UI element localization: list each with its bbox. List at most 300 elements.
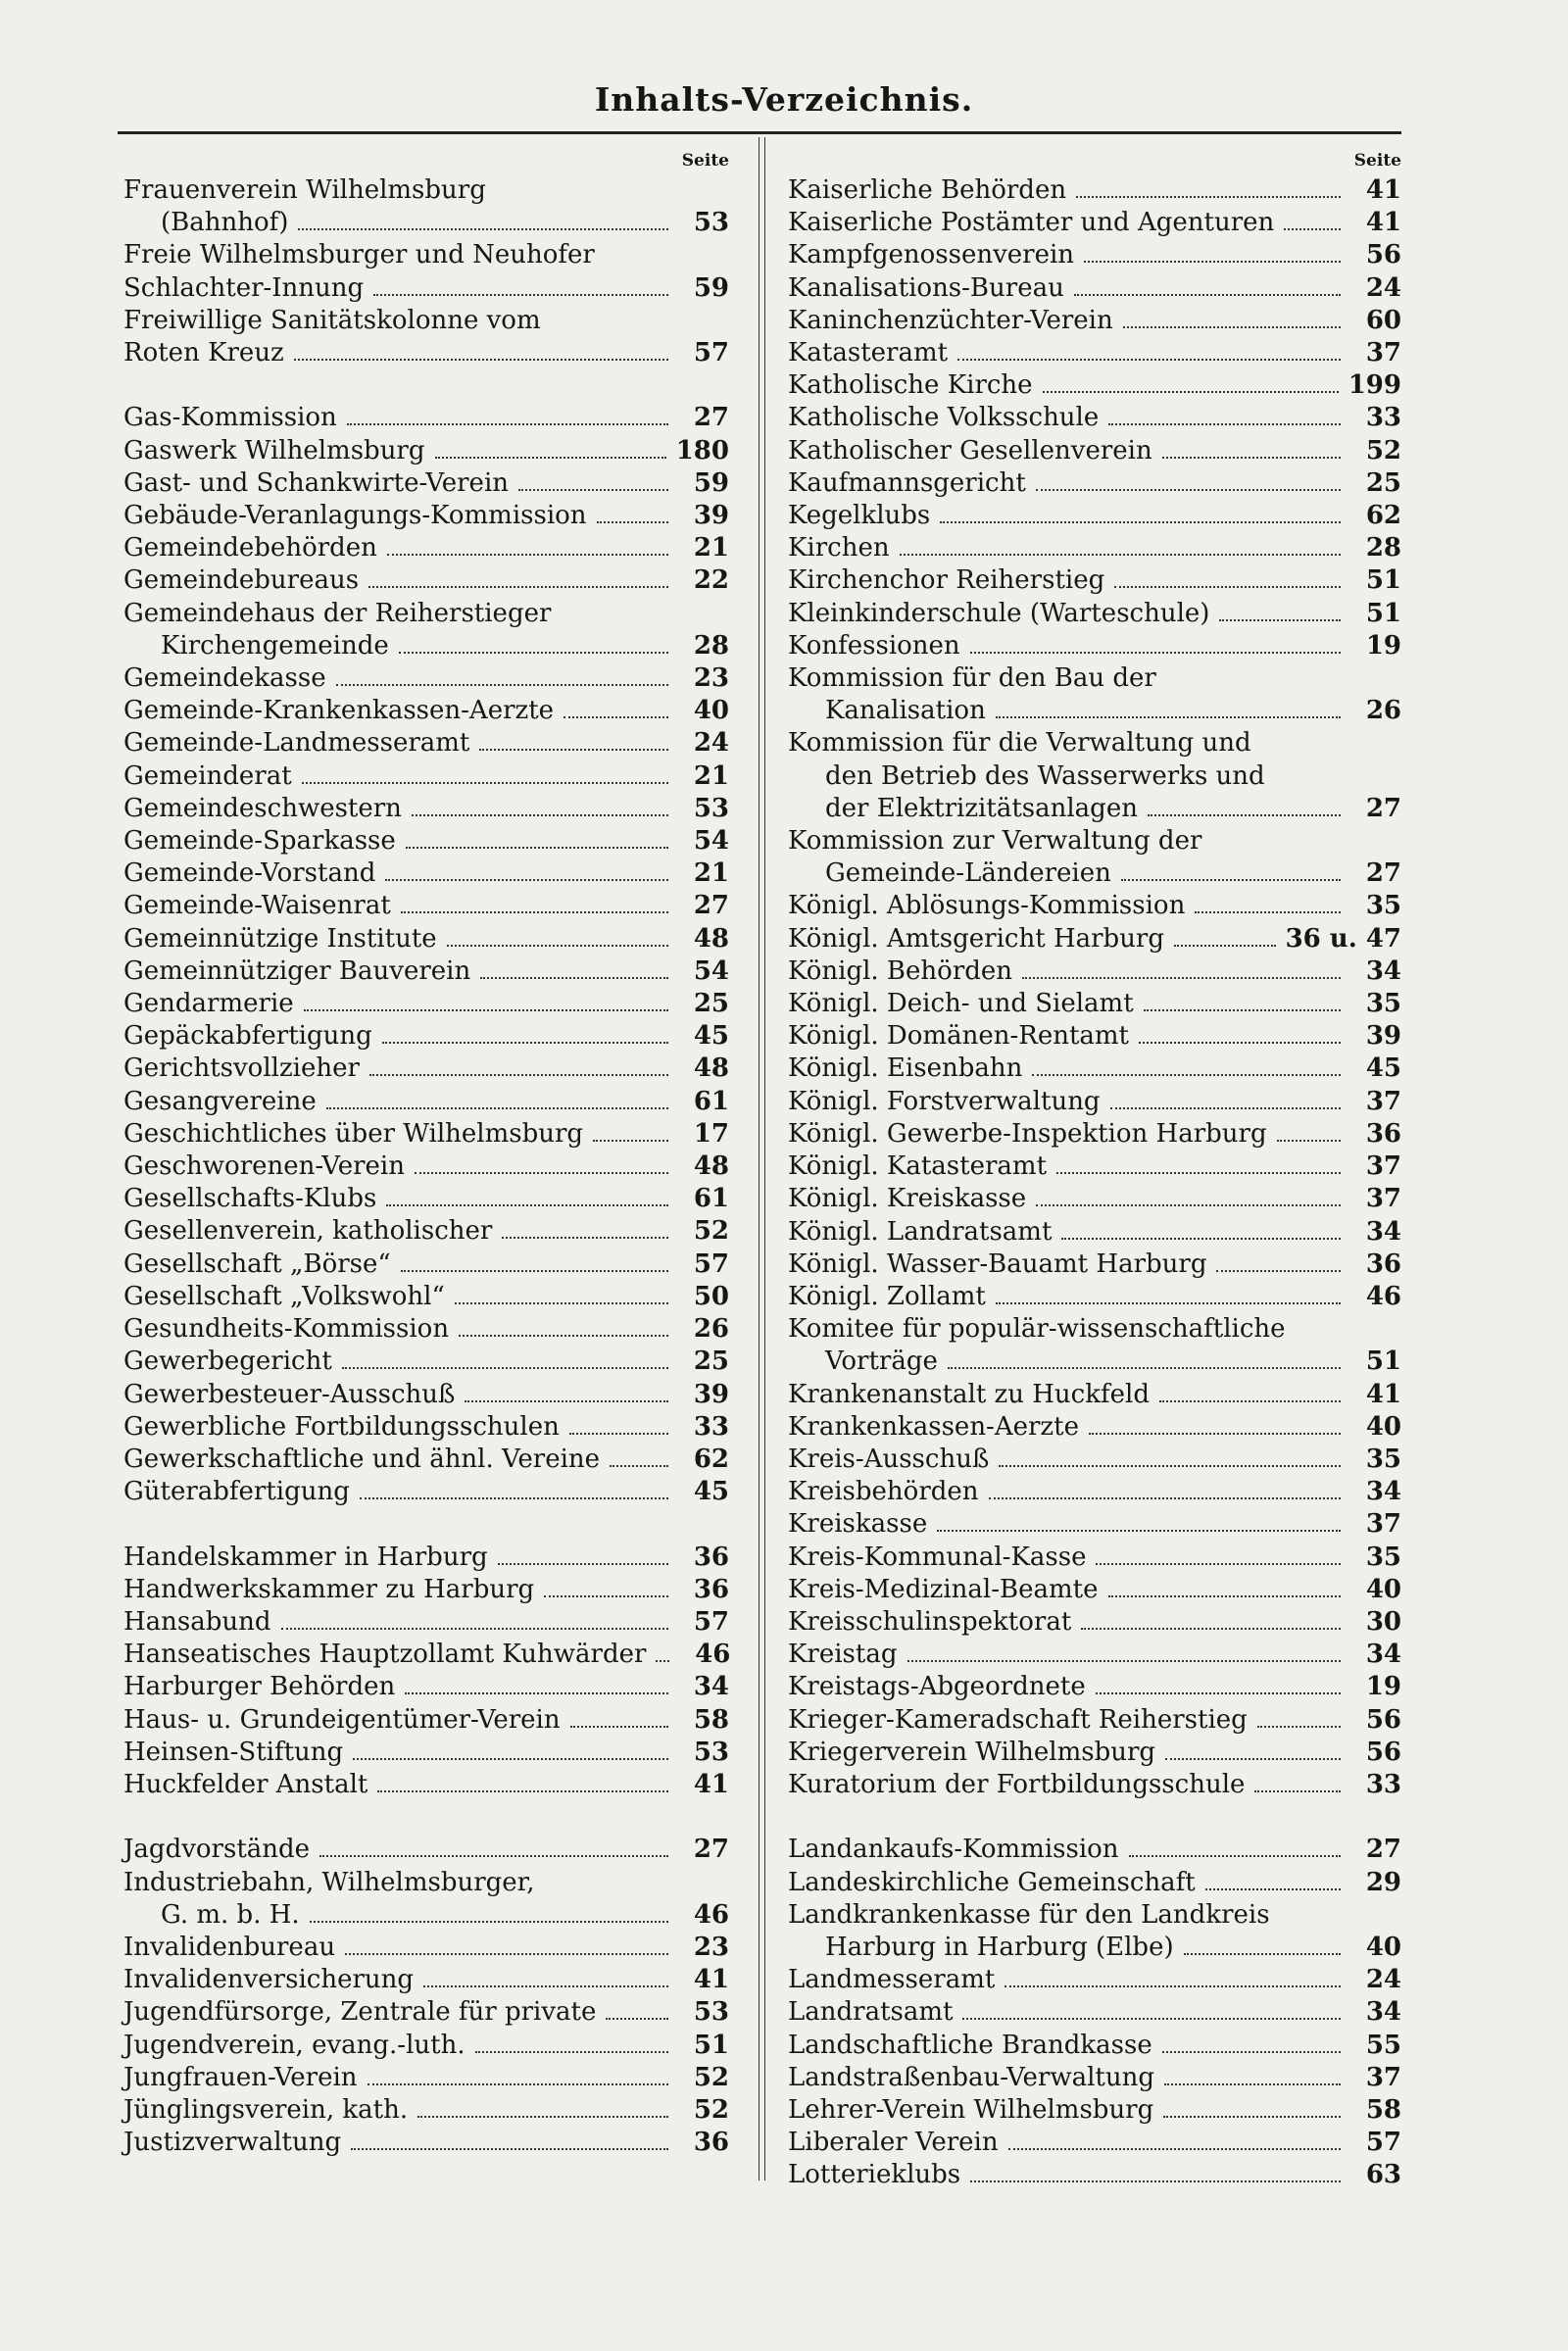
- entry-page-number: 45: [693, 1021, 729, 1052]
- dot-leader: [1096, 1563, 1341, 1565]
- index-entry: [788, 337, 1401, 369]
- index-entry: [123, 1053, 729, 1085]
- entry-label: Königl. Forstverwaltung: [788, 1086, 1101, 1116]
- right-entries: [788, 174, 1401, 2192]
- entry-page-number: 58: [693, 1704, 729, 1735]
- entry-page-number: 30: [1365, 1606, 1401, 1637]
- index-entry: [123, 1151, 729, 1183]
- index-entry: [123, 1737, 729, 1769]
- dot-leader: [1036, 489, 1341, 491]
- index-entry: [123, 435, 729, 467]
- index-entry: [788, 988, 1401, 1020]
- entry-page-number: 37: [1365, 338, 1401, 368]
- entry-page-number: 35: [1365, 1542, 1401, 1572]
- entry-label: Gesellschaft „Volkswohl“: [123, 1281, 445, 1311]
- dot-leader: [1205, 1888, 1341, 1890]
- entry-label: Gepäckabfertigung: [123, 1021, 372, 1052]
- entry-page-number: 25: [1365, 467, 1401, 498]
- dot-leader: [1163, 2116, 1341, 2118]
- dot-leader: [345, 1953, 668, 1955]
- index-entry: [788, 1053, 1401, 1085]
- dot-leader: [1216, 1270, 1341, 1272]
- dot-leader: [1056, 1172, 1341, 1174]
- index-entry: [788, 793, 1401, 825]
- entry-label: Gemeindekasse: [123, 663, 326, 694]
- dot-leader: [1022, 977, 1341, 979]
- dot-leader: [996, 1302, 1341, 1304]
- entry-label: Landstraßenbau-Verwaltung: [788, 2062, 1155, 2092]
- index-entry: [788, 1313, 1401, 1346]
- dot-leader: [1108, 1595, 1342, 1597]
- index-entry: [788, 695, 1401, 727]
- index-entry: [788, 760, 1401, 793]
- entry-label: den Betrieb des Wasserwerks und: [825, 760, 1265, 791]
- index-entry: [788, 369, 1401, 402]
- entry-label: Königl. Wasser-Bauamt Harburg: [788, 1249, 1207, 1279]
- left-column: [123, 147, 729, 2159]
- dot-leader: [480, 977, 668, 979]
- entry-page-number: 33: [693, 1411, 729, 1442]
- entry-label: Gemeinde-Vorstand: [123, 858, 376, 889]
- entry-label: Königl. Domänen-Rentamt: [788, 1021, 1130, 1052]
- entry-page-number: 52: [693, 2062, 729, 2092]
- entry-label: Königl. Landratsamt: [788, 1216, 1053, 1247]
- entry-label: Kegelklubs: [788, 501, 931, 531]
- index-entry: [788, 1281, 1401, 1313]
- index-entry: [788, 1704, 1401, 1737]
- entry-page-number: 19: [1365, 1672, 1401, 1702]
- entry-label: Königl. Kreiskasse: [788, 1184, 1027, 1214]
- entry-label: Katholische Volksschule: [788, 403, 1100, 433]
- entry-page-number: 52: [693, 1216, 729, 1247]
- entry-label: Kampfgenossenverein: [788, 240, 1075, 270]
- entry-label: Jugendverein, evang.-luth.: [123, 2030, 466, 2060]
- entry-label: Gewerbliche Fortbildungsschulen: [123, 1411, 560, 1442]
- index-entry: [123, 1769, 729, 1801]
- entry-label: Gemeindeschwestern: [123, 793, 402, 823]
- entry-page-number: 41: [1365, 175, 1401, 205]
- entry-label: Königl. Eisenbahn: [788, 1053, 1023, 1084]
- entry-label: Königl. Behörden: [788, 955, 1013, 986]
- entry-page-number: 23: [693, 663, 729, 694]
- entry-label: Landratsamt: [788, 1997, 954, 2028]
- entry-page-number: 37: [1365, 1509, 1401, 1540]
- index-entry: [788, 1346, 1401, 1378]
- entry-page-number: 21: [693, 533, 729, 563]
- index-entry: [123, 955, 729, 988]
- entry-page-number: 53: [693, 793, 729, 823]
- entry-page-number: 36: [693, 2128, 729, 2158]
- dot-leader: [347, 423, 668, 425]
- index-entry: [123, 923, 729, 955]
- dot-leader: [1148, 814, 1341, 816]
- index-entry: [788, 1899, 1401, 1932]
- index-entry: [788, 2159, 1401, 2191]
- entry-page-number: 23: [693, 1932, 729, 1962]
- index-entry: [788, 2030, 1401, 2062]
- dot-leader: [564, 716, 668, 718]
- dot-leader: [907, 1660, 1342, 1662]
- section-gap: [123, 1508, 729, 1541]
- entry-page-number: 41: [1365, 1379, 1401, 1409]
- index-entry: [123, 1020, 729, 1053]
- entry-label: Königl. Zollamt: [788, 1281, 986, 1311]
- dot-leader: [455, 1302, 668, 1304]
- entry-label: Gerichtsvollzieher: [123, 1053, 360, 1084]
- dot-leader: [1164, 2083, 1341, 2085]
- index-entry: [123, 1964, 729, 1996]
- entry-label: Krankenkassen-Aerzte: [788, 1411, 1079, 1442]
- entry-label: Roten Kreuz: [123, 338, 284, 368]
- dot-leader: [423, 1985, 668, 1987]
- entry-page-number: 40: [1365, 1411, 1401, 1442]
- entry-label: Kirchen: [788, 533, 890, 563]
- entry-label: Kommission für den Bau der: [788, 663, 1156, 694]
- index-entry: [123, 272, 729, 305]
- index-entry: [788, 1606, 1401, 1639]
- dot-leader: [948, 1367, 1341, 1369]
- index-entry: [788, 923, 1401, 955]
- entry-page-number: 58: [1365, 2094, 1401, 2125]
- index-entry: [788, 1769, 1401, 1801]
- entry-label: Huckfelder Anstalt: [123, 1769, 368, 1799]
- entry-page-number: 46: [693, 1899, 729, 1930]
- dot-leader: [1174, 945, 1276, 947]
- index-entry: [123, 1671, 729, 1703]
- dot-leader: [475, 2051, 668, 2053]
- entry-page-number: 24: [1365, 1965, 1401, 1995]
- entry-label: Güterabfertigung: [123, 1477, 350, 1507]
- entry-label: Gendarmerie: [123, 989, 294, 1019]
- entry-label: Gemeinnütziger Bauverein: [123, 955, 471, 986]
- entry-page-number: 53: [693, 1997, 729, 2028]
- entry-page-number: 25: [693, 1347, 729, 1377]
- entry-page-number: 34: [693, 1672, 729, 1702]
- entry-label: Gast- und Schankwirte-Verein: [123, 467, 510, 498]
- entry-label: Gesangvereine: [123, 1086, 317, 1116]
- entry-page-number: 53: [693, 208, 729, 238]
- section-gap: [123, 369, 729, 402]
- index-entry: [123, 1379, 729, 1411]
- section-gap: [788, 1801, 1401, 1834]
- index-entry: [788, 467, 1401, 500]
- entry-label: Landeskirchliche Gemeinschaft: [788, 1867, 1196, 1897]
- entry-label: Katasteramt: [788, 338, 949, 368]
- dot-leader: [336, 684, 668, 686]
- entry-page-number: 61: [693, 1086, 729, 1116]
- dot-leader: [447, 945, 668, 947]
- index-entry: [123, 1704, 729, 1737]
- dot-leader: [1004, 1985, 1341, 1987]
- dot-leader: [1162, 457, 1341, 459]
- dot-leader: [1165, 1758, 1341, 1760]
- entry-page-number: 52: [693, 2094, 729, 2125]
- dot-leader: [610, 1465, 668, 1467]
- entry-page-number: 52: [1365, 435, 1401, 465]
- entry-label: Gemeinde-Krankenkassen-Aerzte: [123, 696, 555, 726]
- dot-leader: [302, 782, 668, 784]
- entry-label: Schlachter-Innung: [123, 272, 365, 303]
- dot-leader: [999, 1465, 1341, 1467]
- index-entry: [788, 1964, 1401, 1996]
- entry-label: Landankaufs-Kommission: [788, 1835, 1119, 1865]
- entry-label: Krankenanstalt zu Huckfeld: [788, 1379, 1150, 1409]
- entry-page-number: 36: [693, 1574, 729, 1604]
- index-entry: [123, 402, 729, 434]
- entry-page-number: 36: [693, 1542, 729, 1572]
- entry-label: Harburger Behörden: [123, 1672, 396, 1702]
- entry-page-number: 34: [1365, 1640, 1401, 1670]
- entry-page-number: 54: [693, 955, 729, 986]
- entry-label: Freie Wilhelmsburger und Neuhofer: [123, 240, 595, 270]
- dot-leader: [1284, 228, 1341, 230]
- entry-label: Vorträge: [825, 1347, 938, 1377]
- index-entry: [788, 1216, 1401, 1249]
- index-entry: [123, 1281, 729, 1313]
- dot-leader: [368, 586, 668, 588]
- entry-page-number: 51: [693, 2030, 729, 2060]
- entry-page-number: 39: [693, 1379, 729, 1409]
- entry-page-number: 62: [1365, 501, 1401, 531]
- entry-label: Landmesseramt: [788, 1965, 996, 1995]
- entry-page-number: 57: [693, 1606, 729, 1637]
- index-entry: [788, 564, 1401, 597]
- dot-leader: [937, 1530, 1341, 1532]
- index-entry: [123, 1574, 729, 1606]
- entry-label: Gesundheits-Kommission: [123, 1314, 450, 1345]
- index-entry: [788, 1508, 1401, 1541]
- index-entry: [123, 988, 729, 1020]
- dot-leader: [518, 489, 668, 491]
- index-entry: [788, 207, 1401, 239]
- dot-leader: [399, 652, 668, 654]
- dot-leader: [970, 2180, 1341, 2182]
- dot-leader: [1144, 1009, 1341, 1011]
- index-entry: [123, 598, 729, 630]
- entry-label: Kaninchenzüchter-Verein: [788, 305, 1113, 335]
- index-entry: [788, 662, 1401, 695]
- page-column-label-right: Seite: [1353, 151, 1401, 171]
- page-title: Inhalts-Verzeichnis.: [594, 80, 974, 119]
- index-entry: [788, 1444, 1401, 1476]
- index-entry: [123, 1476, 729, 1508]
- entry-label: Jagdvorstände: [123, 1835, 311, 1865]
- index-entry: [123, 695, 729, 727]
- entry-label: Kleinkinderschule (Warteschule): [788, 598, 1210, 628]
- index-entry: [123, 727, 729, 759]
- dot-leader: [1081, 1628, 1341, 1630]
- entry-label: Gemeinde-Ländereien: [825, 858, 1111, 889]
- index-entry: [788, 1574, 1401, 1606]
- entry-label: Kommission für die Verwaltung und: [788, 728, 1251, 759]
- entry-label: Konfessionen: [788, 630, 960, 661]
- dot-leader: [1162, 2051, 1341, 2053]
- index-entry: [788, 825, 1401, 857]
- entry-page-number: 34: [1365, 955, 1401, 986]
- entry-page-number: 28: [693, 630, 729, 661]
- right-column: [788, 147, 1401, 2192]
- entry-page-number: 46: [695, 1640, 731, 1670]
- index-entry: [123, 793, 729, 825]
- index-entry: [788, 1542, 1401, 1574]
- entry-label: Handwerkskammer zu Harburg: [123, 1574, 535, 1604]
- left-entries: [123, 174, 729, 2159]
- entry-page-number: 50: [693, 1281, 729, 1311]
- entry-label: Gewerkschaftliche und ähnl. Vereine: [123, 1444, 601, 1474]
- entry-label: Kreistags-Abgeordnete: [788, 1672, 1086, 1702]
- dot-leader: [417, 2116, 668, 2118]
- dot-leader: [281, 1628, 668, 1630]
- index-entry: [788, 1639, 1401, 1671]
- entry-page-number: 36 u. 47: [1285, 923, 1401, 954]
- entry-label: Gebäude-Veranlagungs-Kommission: [123, 501, 587, 531]
- entry-page-number: 27: [1365, 1835, 1401, 1865]
- entry-page-number: 37: [1365, 1086, 1401, 1116]
- dot-leader: [544, 1595, 668, 1597]
- entry-label: Krieger-Kameradschaft Reiherstieg: [788, 1704, 1248, 1735]
- entry-page-number: 37: [1365, 1184, 1401, 1214]
- entry-label: Königl. Amtsgericht Harburg: [788, 923, 1165, 954]
- entry-page-number: 21: [693, 760, 729, 791]
- index-entry: [788, 1476, 1401, 1508]
- entry-page-number: 29: [1365, 1867, 1401, 1897]
- entry-page-number: 57: [1365, 2128, 1401, 2158]
- index-entry: [123, 1542, 729, 1574]
- column-divider: [759, 137, 765, 2180]
- entry-page-number: 27: [693, 1835, 729, 1865]
- dot-leader: [385, 879, 668, 881]
- dot-leader: [1084, 261, 1341, 263]
- dot-leader: [1043, 391, 1339, 393]
- entry-page-number: 48: [693, 1151, 729, 1182]
- index-entry: [788, 598, 1401, 630]
- dot-leader: [1219, 619, 1341, 621]
- dot-leader: [970, 652, 1341, 654]
- entry-label: Gesellschaft „Börse“: [123, 1249, 391, 1279]
- dot-leader: [569, 1433, 668, 1435]
- entry-label: Landkrankenkasse für den Landkreis: [788, 1899, 1270, 1930]
- entry-label: Kaiserliche Postämter und Agenturen: [788, 208, 1275, 238]
- entry-page-number: 27: [1365, 793, 1401, 823]
- entry-label: Katholische Kirche: [788, 370, 1033, 401]
- entry-page-number: 33: [1365, 403, 1401, 433]
- index-entry: [123, 1932, 729, 1964]
- entry-label: der Elektrizitätsanlagen: [825, 793, 1138, 823]
- entry-label: Kanalisations-Bureau: [788, 272, 1064, 303]
- dot-leader: [1036, 1204, 1341, 1206]
- entry-page-number: 22: [693, 565, 729, 596]
- dot-leader: [353, 1758, 668, 1760]
- entry-label: Königl. Gewerbe-Inspektion Harburg: [788, 1118, 1267, 1149]
- entry-label: Gewerbegericht: [123, 1347, 332, 1377]
- dot-leader: [1121, 879, 1341, 881]
- dot-leader: [405, 1692, 668, 1694]
- dot-leader: [459, 1335, 668, 1337]
- dot-leader: [465, 1400, 668, 1402]
- index-entry: [788, 890, 1401, 922]
- dot-leader: [1110, 1107, 1341, 1109]
- entry-label: Invalidenversicherung: [123, 1965, 415, 1995]
- entry-label: Königl. Katasteramt: [788, 1151, 1048, 1182]
- dot-leader: [957, 359, 1341, 361]
- entry-label: Jünglingsverein, kath.: [123, 2094, 409, 2125]
- index-entry: [123, 1899, 729, 1932]
- index-entry: [123, 305, 729, 337]
- entry-page-number: 59: [693, 467, 729, 498]
- entry-label: Kreis-Ausschuß: [788, 1444, 990, 1474]
- dot-leader: [401, 1270, 668, 1272]
- entry-page-number: 59: [693, 272, 729, 303]
- entry-page-number: 28: [1365, 533, 1401, 563]
- entry-label: Königl. Deich- und Sielamt: [788, 989, 1134, 1019]
- entry-page-number: 34: [1365, 1997, 1401, 2028]
- index-entry: [123, 174, 729, 207]
- entry-label: Gemeindebehörden: [123, 533, 377, 563]
- entry-page-number: 39: [693, 501, 729, 531]
- index-entry: [788, 2062, 1401, 2094]
- entry-page-number: 40: [1365, 1932, 1401, 1962]
- dot-leader: [479, 749, 668, 751]
- entry-page-number: 60: [1365, 305, 1401, 335]
- entry-label: Katholischer Gesellenverein: [788, 435, 1152, 465]
- index-entry: [123, 1313, 729, 1346]
- entry-page-number: 48: [693, 1053, 729, 1084]
- dot-leader: [415, 1172, 668, 1174]
- index-entry: [123, 1639, 729, 1671]
- index-entry: [123, 825, 729, 857]
- dot-leader: [360, 1497, 668, 1499]
- entry-label: Gemeinderat: [123, 760, 292, 791]
- dot-leader: [996, 716, 1341, 718]
- dot-leader: [1195, 911, 1341, 913]
- entry-label: Frauenverein Wilhelmsburg: [123, 175, 486, 205]
- dot-leader: [1184, 1953, 1341, 1955]
- entry-page-number: 57: [693, 338, 729, 368]
- entry-page-number: 61: [693, 1184, 729, 1214]
- entry-page-number: 56: [1365, 240, 1401, 270]
- entry-page-number: 37: [1365, 1151, 1401, 1182]
- index-entry: [788, 532, 1401, 564]
- entry-page-number: 37: [1365, 2062, 1401, 2092]
- index-entry: [123, 1086, 729, 1118]
- dot-leader: [1108, 423, 1341, 425]
- entry-label: Jungfrauen-Verein: [123, 2062, 358, 2092]
- entry-page-number: 36: [1365, 1118, 1401, 1149]
- dot-leader: [412, 814, 668, 816]
- entry-label: Kaufmannsgericht: [788, 467, 1026, 498]
- dot-leader: [368, 2083, 668, 2085]
- entry-label: Gaswerk Wilhelmsburg: [123, 435, 425, 465]
- index-entry: [788, 955, 1401, 988]
- entry-label: Gas-Kommission: [123, 403, 337, 433]
- index-entry: [788, 1867, 1401, 1899]
- dot-leader: [294, 359, 668, 361]
- index-entry: [788, 1183, 1401, 1215]
- entry-label: Lehrer-Verein Wilhelmsburg: [788, 2094, 1154, 2125]
- dot-leader: [1074, 294, 1341, 296]
- entry-label: Kirchenchor Reiherstieg: [788, 565, 1105, 596]
- dot-leader: [326, 1107, 668, 1109]
- dot-leader: [304, 1009, 668, 1011]
- entry-page-number: 33: [1365, 1769, 1401, 1799]
- entry-label: Geschichtliches über Wilhelmsburg: [123, 1118, 584, 1149]
- index-entry: [788, 305, 1401, 337]
- index-entry: [123, 662, 729, 695]
- entry-label: Kreiskasse: [788, 1509, 928, 1540]
- index-entry: [123, 207, 729, 239]
- index-entry: [788, 1834, 1401, 1866]
- index-entry: [123, 1834, 729, 1866]
